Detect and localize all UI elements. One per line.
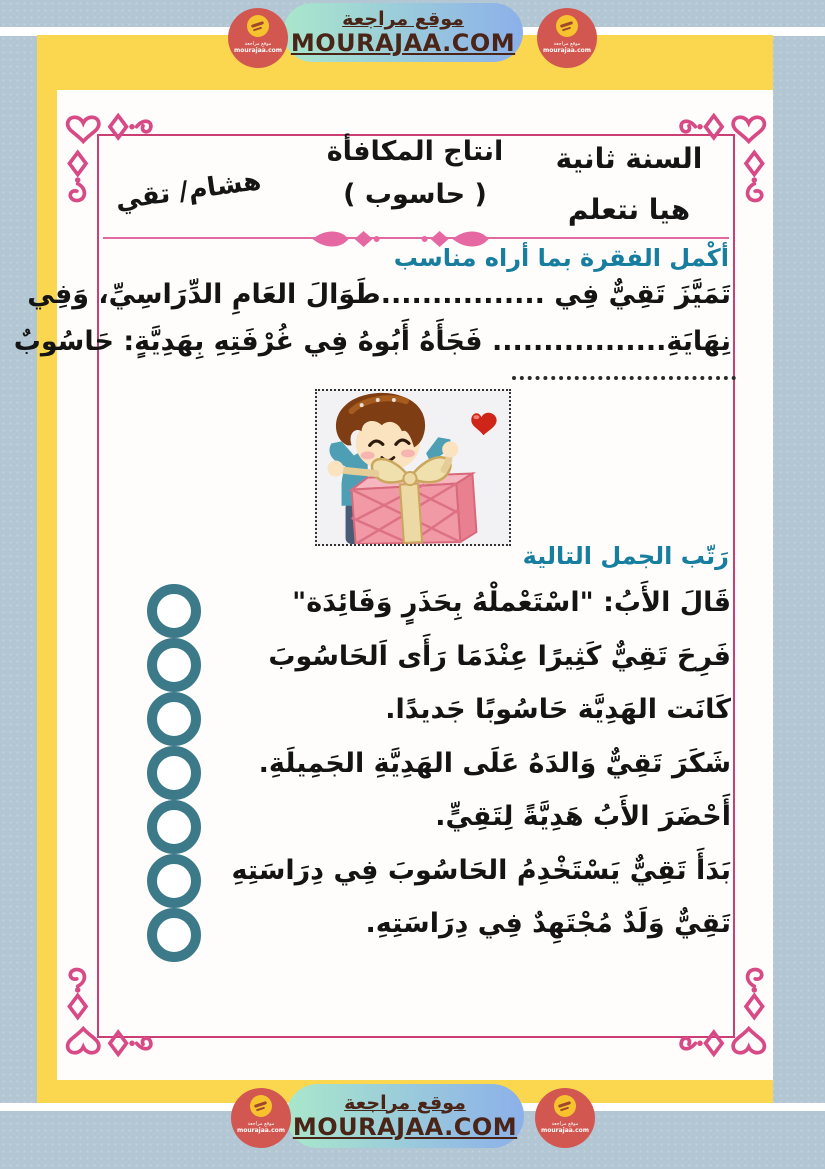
sentence-item: قَالَ الأَبُ: "اسْتَعْملْهُ بِحَذَرٍ وَفَائِدَة"	[292, 587, 731, 618]
site-name-arabic-link[interactable]: موقع مراجعة	[344, 1091, 466, 1114]
book-logo-icon	[250, 1095, 272, 1117]
badge-site-domain: mourajaa.com	[236, 1127, 286, 1134]
order-number-circles	[147, 584, 201, 962]
paragraph-line1: تَمَيَّزَ تَقِيٌّ فِي ................طَوَالَ العَامِ الدِّرَاسِيِّ، وَفِي	[27, 279, 731, 310]
section2-heading: رَتّب الجمل التالية	[522, 542, 729, 570]
badge-site-name: موقع مراجعة	[244, 41, 272, 47]
boy-with-gift-illustration	[315, 389, 511, 546]
grade-line2: هيا نتعلم	[567, 193, 691, 226]
book-logo-icon	[554, 1095, 576, 1117]
section1-heading: أكْمل الفقرة بما أراه مناسب	[393, 244, 729, 272]
site-banner-bottom	[286, 1084, 524, 1148]
frame-line-left	[97, 134, 99, 1038]
sentence-item: أَحْضَرَ الأَبُ هَدِيَّةً لِتَقِيٍّ.	[435, 801, 731, 832]
sentence-item: كَانَت الهَدِيَّة حَاسُوبًا جَديدًا.	[385, 694, 731, 725]
student-names: هشام/ تقي	[113, 165, 264, 217]
worksheet-page	[13, 90, 773, 1080]
site-logo-badge	[231, 1088, 291, 1148]
corner-flourish-icon	[63, 966, 155, 1058]
site-domain-link[interactable]: MOURAJAA.COM	[292, 1112, 518, 1141]
frame-line-right	[733, 134, 735, 1038]
site-logo-badge	[535, 1088, 595, 1148]
badge-site-domain: mourajaa.com	[542, 47, 592, 54]
sentence-item: فَرِحَ تَقِيٌّ كَثِيرًا عِنْدَمَا رَأَى اَلحَاسُوبَ	[268, 640, 731, 672]
boy-gift-heart-icon	[317, 391, 509, 544]
badge-site-domain: mourajaa.com	[540, 1127, 590, 1134]
sentence-item: بَدَأَ تَقِيٌّ يَسْتَخْدِمُ الحَاسُوبَ فِي دِرَاسَتِهِ	[231, 854, 731, 886]
corner-flourish-icon	[677, 966, 769, 1058]
title-line2: ( حاسوب )	[343, 179, 487, 210]
order-circle	[147, 908, 201, 962]
book-logo-icon	[247, 15, 269, 37]
site-domain-link[interactable]: MOURAJAA.COM	[290, 29, 516, 57]
order-circle	[147, 854, 201, 908]
site-logo-badge	[537, 8, 597, 68]
order-circle	[147, 746, 201, 800]
badge-site-name: موقع مراجعة	[553, 41, 581, 47]
sentence-item: تَقِيٌّ وَلَدٌ مُجْتَهِدٌ فِي دِرَاسَتِهِ.	[365, 908, 731, 939]
badge-site-name: موقع مراجعة	[247, 1121, 275, 1127]
sentences-to-order	[231, 576, 731, 951]
order-circle	[147, 584, 201, 638]
frame-line-bottom	[97, 1036, 735, 1038]
paragraph-line2: نِهَايَةِ................. فَجَأَهُ أَبُوهُ فِي غُرْفَتِهِ بِهَدِيَّةٍ: حَاسُوبٌ	[13, 326, 731, 357]
site-banner-top	[283, 3, 523, 62]
fill-in-paragraph	[14, 271, 731, 365]
answer-blank-dots	[512, 370, 736, 380]
worksheet-title	[327, 136, 504, 210]
order-circle	[147, 638, 201, 692]
sentence-item: شَكَرَ تَقِيٌّ وَالدَهُ عَلَى الهَدِيَّةِ الجَمِيلَةِ.	[258, 747, 731, 779]
badge-site-name: موقع مراجعة	[551, 1121, 579, 1127]
site-name-arabic-link[interactable]: موقع مراجعة	[342, 8, 464, 30]
order-circle	[147, 692, 201, 746]
book-logo-icon	[556, 15, 578, 37]
grade-label	[541, 142, 717, 226]
order-circle	[147, 800, 201, 854]
title-line1: انتاج المكافأة	[326, 136, 504, 167]
badge-site-domain: mourajaa.com	[233, 47, 283, 54]
site-logo-badge	[228, 8, 288, 68]
grade-line1: السنة ثانية	[555, 142, 703, 175]
